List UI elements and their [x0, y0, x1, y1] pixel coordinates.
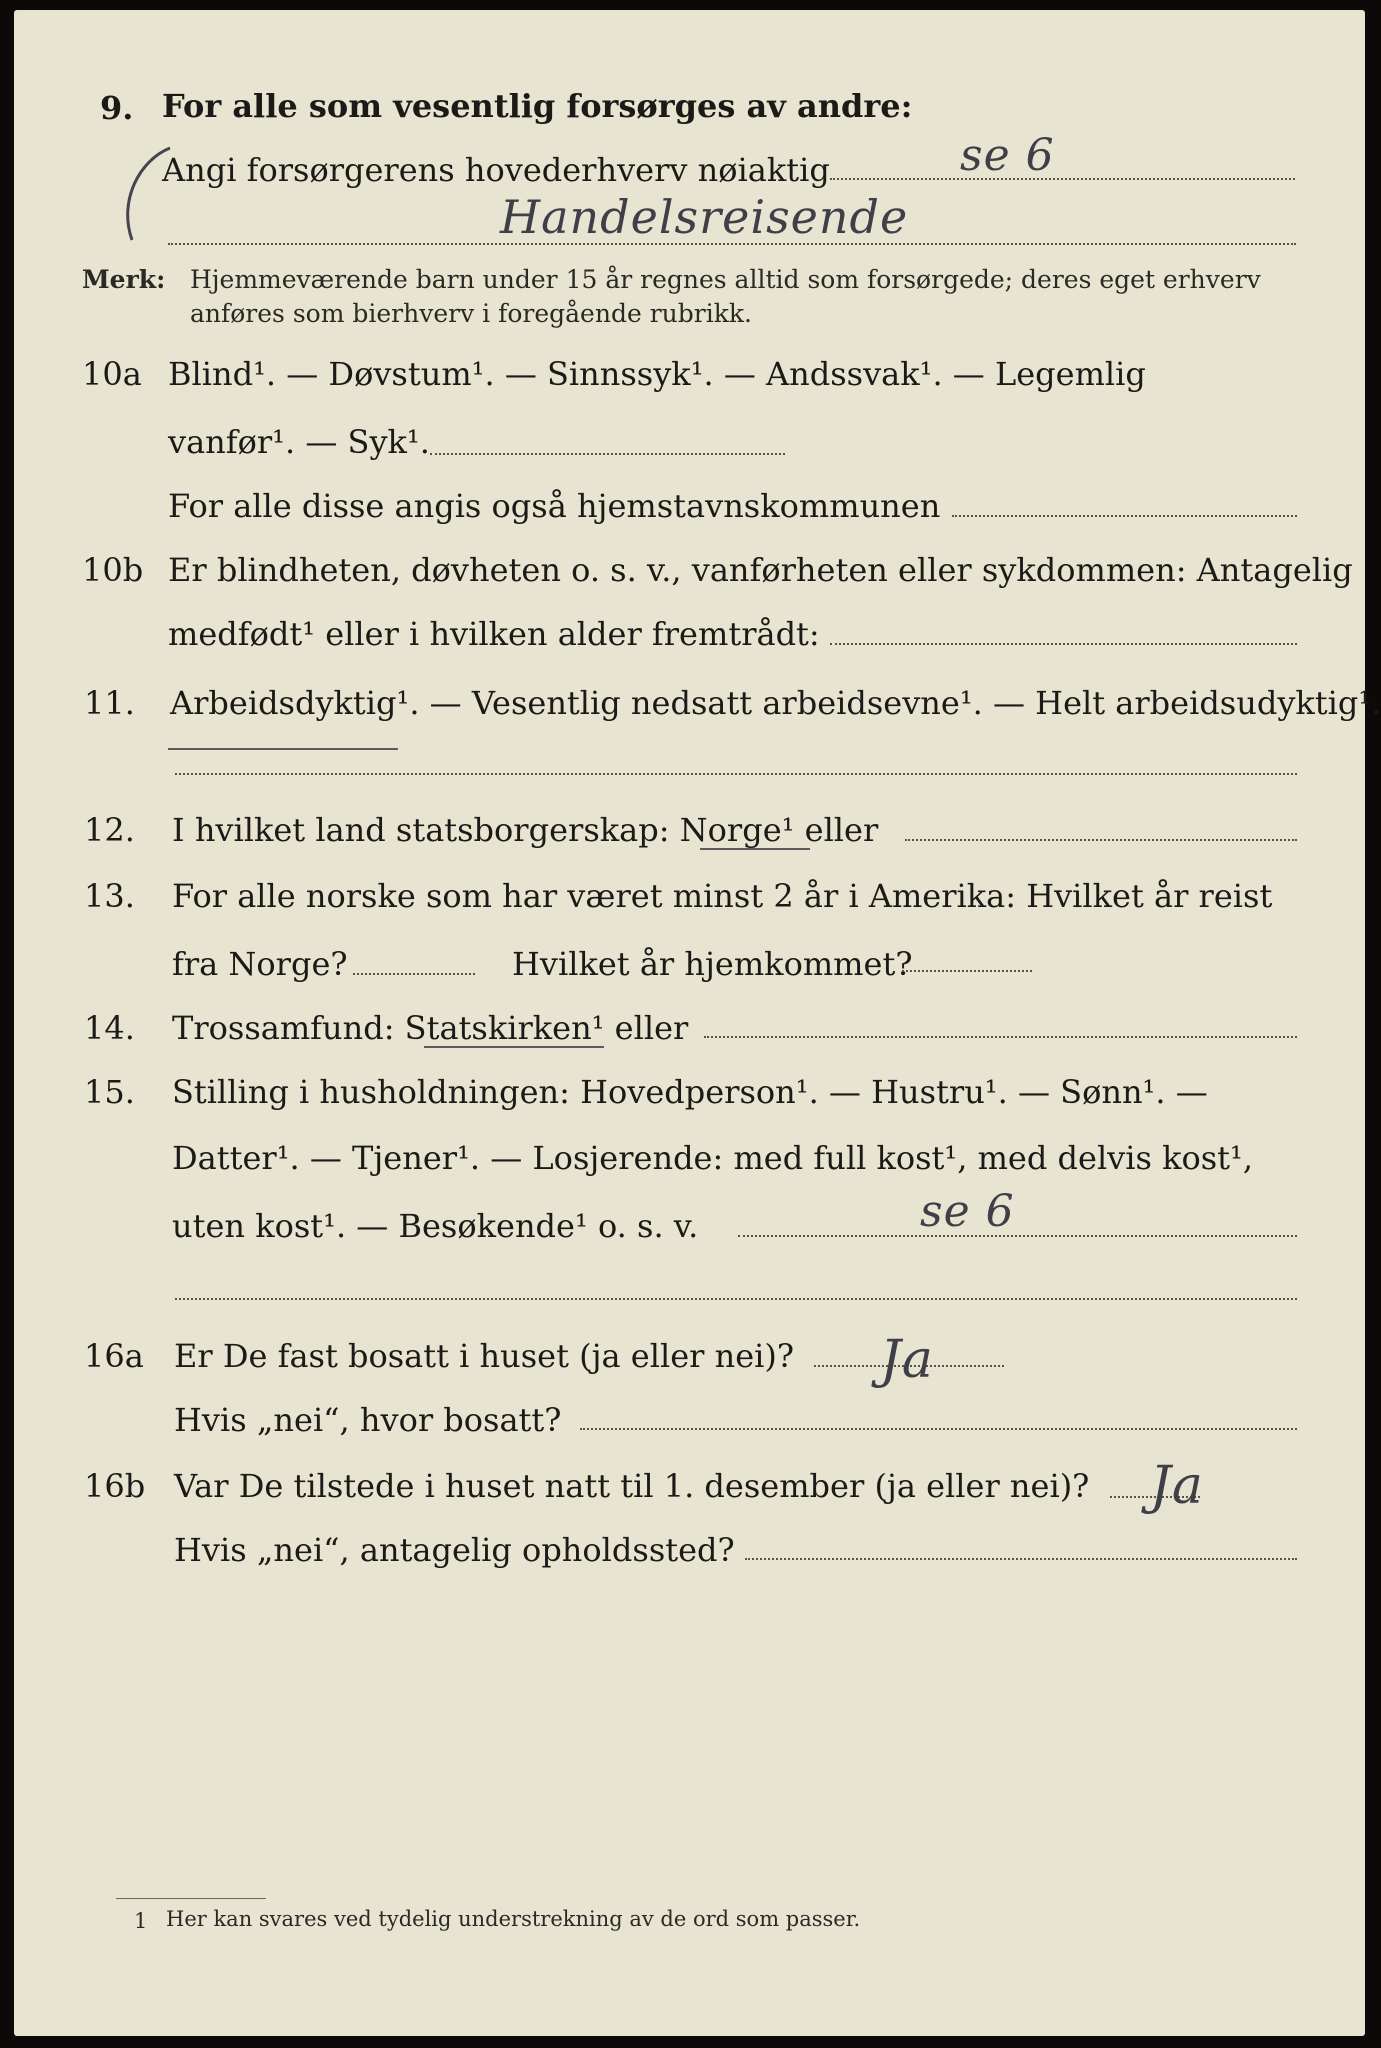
q15-line2: Datter¹. — Tjener¹. — Losjerende: med full kost¹, med delvis kost¹, [172, 1139, 1254, 1177]
q10b-number: 10b [82, 551, 144, 589]
q15-line3: uten kost¹. — Besøkende¹ o. s. v. [172, 1207, 699, 1245]
q14-answer-line [704, 1036, 1297, 1038]
merk-line1: Hjemmeværende barn under 15 år regnes alltid som forsørgede; deres eget erhverv [190, 265, 1261, 294]
q16b-line1: Var De tilstede i huset natt til 1. desember (ja eller nei)? [174, 1467, 1090, 1505]
q9-line2: Angi forsørgerens hovederhverv nøiaktig [162, 151, 830, 189]
merk-line2: anføres som bierhverv i foregående rubrikk. [190, 299, 752, 328]
q12-underline-norge [700, 848, 810, 850]
q14-underline-statskirken [424, 1046, 604, 1048]
q12-line1: I hvilket land statsborgerskap: Norge¹ eller [172, 811, 879, 849]
q16a-number: 16a [84, 1337, 144, 1375]
q11-underline-arbeidsdyktig [168, 748, 398, 750]
q12-answer-line [905, 839, 1297, 841]
footnote-rule [116, 1898, 266, 1899]
q10a-number: 10a [82, 355, 142, 393]
q16a-line1: Er De fast bosatt i huset (ja eller nei)? [174, 1337, 795, 1375]
q13-number: 13. [84, 877, 135, 915]
q10a-line2: vanfør¹. — Syk¹. [168, 423, 430, 461]
q9-handwritten-answer2: Handelsreisende [500, 190, 909, 244]
q15-number: 15. [84, 1073, 135, 1111]
q10a-answer-line2 [952, 515, 1297, 517]
q16b-line2: Hvis „nei“, antagelig opholdssted? [174, 1531, 735, 1569]
footnote-mark: 1 [134, 1909, 148, 1933]
handwritten-bracket-mark [110, 140, 180, 250]
q16b-number: 16b [84, 1467, 146, 1505]
q10b-answer-line [830, 643, 1297, 645]
q10b-line2: medfødt¹ eller i hvilken alder fremtrådt: [168, 615, 820, 653]
q15-answer-line1 [738, 1235, 1297, 1237]
q16a-handwritten-answer: Ja [880, 1330, 934, 1390]
q9-number: 9. [100, 89, 134, 127]
q9-line1: For alle som vesentlig forsørges av andre: [162, 87, 913, 125]
q9-answer-line1 [830, 178, 1295, 180]
q13-line1: For alle norske som har været minst 2 år i Amerika: Hvilket år reist [172, 877, 1273, 915]
q14-number: 14. [84, 1009, 135, 1047]
q16b-handwritten-answer: Ja [1150, 1456, 1204, 1516]
q10b-line1: Er blindheten, døvheten o. s. v., vanførheten eller sykdommen: Antagelig [168, 551, 1353, 589]
q13-line2b: Hvilket år hjemkommet? [512, 945, 913, 983]
q10a-line3: For alle disse angis også hjemstavnskommunen [168, 487, 941, 525]
q13-answer-line-hjemkommet [902, 970, 1032, 972]
q11-line1: Arbeidsdyktig¹. — Vesentlig nedsatt arbeidsevne¹. — Helt arbeidsudyktig¹. [170, 684, 1381, 722]
q15-line1: Stilling i husholdningen: Hovedperson¹. — Hustru¹. — Sønn¹. — [172, 1073, 1208, 1111]
q11-number: 11. [84, 684, 135, 722]
footnote-text: Her kan svares ved tydelig understrekning av de ord som passer. [166, 1907, 861, 1931]
q15-handwritten-answer: se 6 [920, 1186, 1015, 1237]
q14-line1: Trossamfund: Statskirken¹ eller [172, 1009, 689, 1047]
q16b-answer-line2 [745, 1558, 1297, 1560]
q12-number: 12. [84, 811, 135, 849]
q13-line2a: fra Norge? [172, 945, 348, 983]
q13-answer-line-reist [353, 973, 475, 975]
q11-answer-line [175, 773, 1297, 775]
q16a-line2: Hvis „nei“, hvor bosatt? [174, 1401, 562, 1439]
merk-label: Merk: [82, 265, 166, 294]
q9-handwritten-answer1: se 6 [960, 130, 1055, 181]
q10a-line1: Blind¹. — Døvstum¹. — Sinnssyk¹. — Andssvak¹. — Legemlig [168, 355, 1146, 393]
q10a-answer-line1 [430, 453, 785, 455]
q15-answer-line2 [175, 1298, 1297, 1300]
q16a-answer-line2 [580, 1428, 1297, 1430]
